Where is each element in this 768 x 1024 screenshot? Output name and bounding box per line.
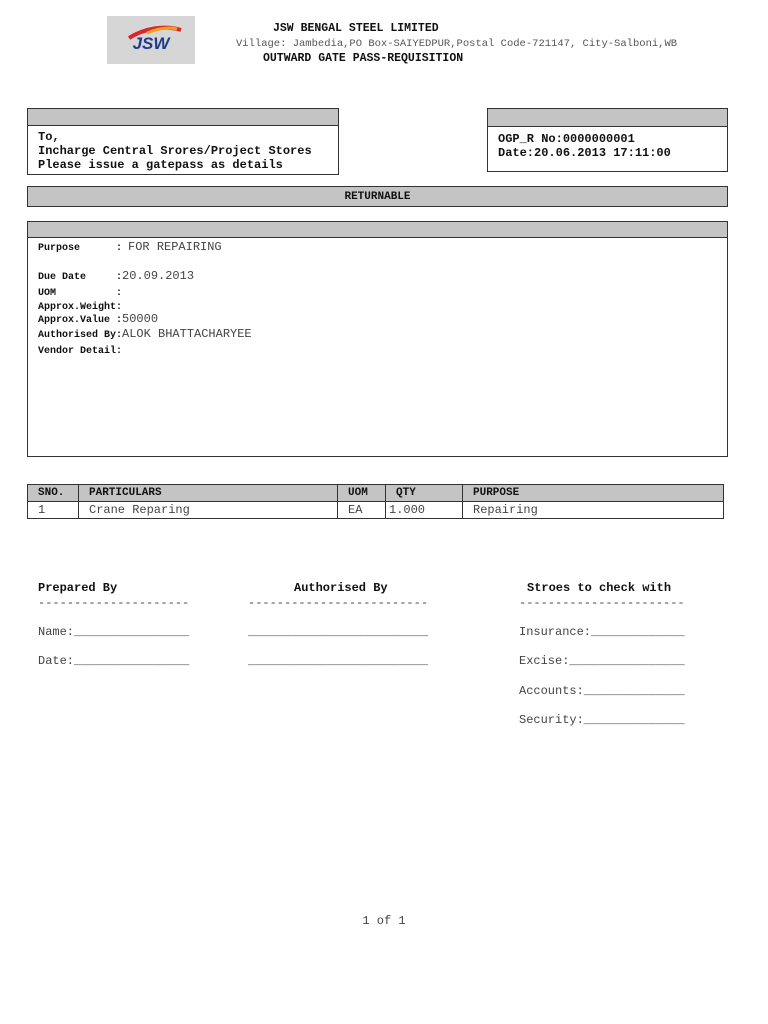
uom-label: UOM : xyxy=(38,288,123,299)
prepared-by-heading: Prepared By xyxy=(38,581,118,595)
excise-line: Excise:________________ xyxy=(519,654,685,668)
cell-purpose: Repairing xyxy=(463,502,724,519)
stores-check-divider: ----------------------- xyxy=(519,596,685,610)
vendor-label: Vendor Detail: xyxy=(38,346,123,357)
due-date-field xyxy=(38,269,194,283)
authorised-signature-line-1: _________________________ xyxy=(248,625,429,639)
security-line: Security:______________ xyxy=(519,713,685,727)
ogp-box-header xyxy=(488,109,727,127)
due-date-label: Due Date : xyxy=(38,272,123,283)
ogp-number-label: OGP_R No: xyxy=(498,132,563,146)
authorised-by-heading: Authorised By xyxy=(294,581,388,595)
ogp-number xyxy=(498,132,635,146)
page-number: 1 of 1 xyxy=(362,914,406,928)
value-value: 50000 xyxy=(122,312,159,326)
weight-field xyxy=(38,299,122,313)
to-line: To, xyxy=(38,130,60,144)
details-box-header xyxy=(28,222,727,238)
uom-field xyxy=(38,285,122,299)
weight-label: Approx.Weight: xyxy=(38,302,123,313)
value-label: Approx.Value : xyxy=(38,315,123,326)
stores-check-heading: Stroes to check with xyxy=(527,581,672,595)
purpose-label: Purpose : xyxy=(38,243,129,254)
cell-sno: 1 xyxy=(28,502,79,519)
company-address: Village: Jambedia,PO Box-SAIYEDPUR,Postal Code-721147, City-Salboni,WB xyxy=(236,38,678,50)
details-box xyxy=(27,221,728,457)
col-qty: QTY xyxy=(386,485,463,502)
authorised-value: ALOK BHATTACHARYEE xyxy=(122,327,252,341)
ogp-number-value: 0000000001 xyxy=(562,132,635,146)
col-particulars: PARTICULARS xyxy=(79,485,338,502)
purpose-value: FOR REPAIRING xyxy=(128,240,222,254)
cell-particulars: Crane Reparing xyxy=(79,502,338,519)
prepared-by-divider: --------------------- xyxy=(38,596,190,610)
items-table-header-row xyxy=(28,485,724,502)
ogp-date xyxy=(498,146,671,160)
cell-qty: 1.000 xyxy=(386,502,463,519)
cell-uom: EA xyxy=(338,502,386,519)
jsw-logo-icon xyxy=(107,16,195,64)
accounts-line: Accounts:______________ xyxy=(519,684,685,698)
col-purpose: PURPOSE xyxy=(463,485,724,502)
document-title: OUTWARD GATE PASS-REQUISITION xyxy=(263,52,464,65)
company-name: JSW BENGAL STEEL LIMITED xyxy=(273,22,439,35)
ogp-date-value: 20.06.2013 17:11:00 xyxy=(534,146,671,160)
col-uom: UOM xyxy=(338,485,386,502)
company-logo xyxy=(107,16,195,64)
purpose-field xyxy=(38,240,222,254)
ogp-box xyxy=(487,108,728,172)
vendor-field xyxy=(38,343,122,357)
due-date-value: 20.09.2013 xyxy=(122,269,195,283)
addressee-line: Incharge Central Srores/Project Stores xyxy=(38,144,312,158)
authorised-label: Authorised By: xyxy=(38,330,123,341)
insurance-line: Insurance:_____________ xyxy=(519,625,685,639)
request-line: Please issue a gatepass as details xyxy=(38,158,283,172)
returnable-banner: RETURNABLE xyxy=(27,186,728,207)
col-sno: SNO. xyxy=(28,485,79,502)
logo-text: JSW xyxy=(132,34,170,53)
items-table xyxy=(27,484,724,519)
authorised-field xyxy=(38,327,252,341)
authorised-by-divider: ------------------------- xyxy=(248,596,429,610)
authorised-signature-line-2: _________________________ xyxy=(248,654,429,668)
prepared-date-line: Date:________________ xyxy=(38,654,190,668)
addressee-box-header xyxy=(28,109,338,126)
value-field xyxy=(38,312,158,326)
table-row xyxy=(28,502,724,519)
addressee-box xyxy=(27,108,339,175)
prepared-name-line: Name:________________ xyxy=(38,625,190,639)
ogp-date-label: Date: xyxy=(498,146,535,160)
